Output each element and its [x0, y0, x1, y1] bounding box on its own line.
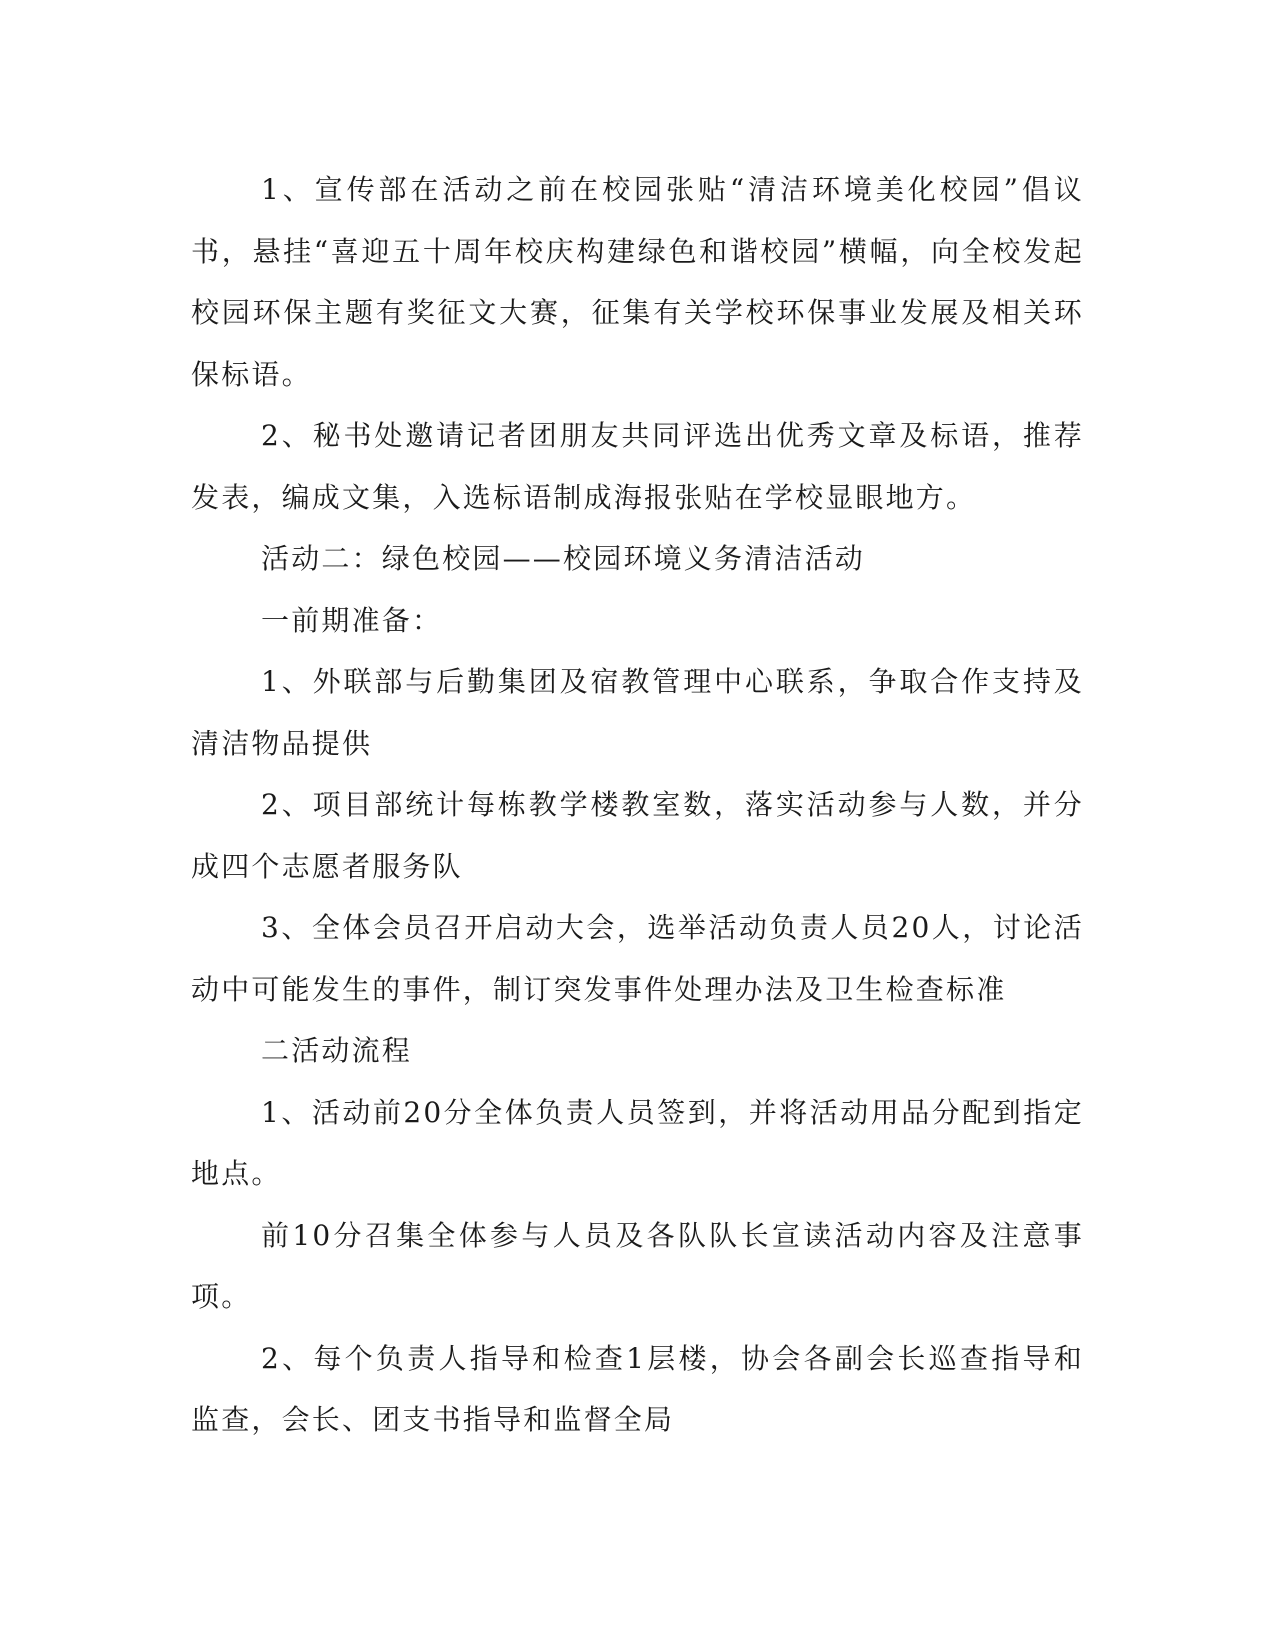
heading-activity-process: 二活动流程	[261, 1034, 413, 1067]
paragraph-project-dept: 2、项目部统计每栋教学楼教室数，落实活动参与人数，并分成四个志愿者服务队	[191, 788, 1084, 883]
paragraph-publicity: 1、宣传部在活动之前在校园张贴“清洁环境美化校园”倡议书，悬挂“喜迎五十周年校庆构建绿色和谐校园”横幅，向全校发起校园环保主题有奖征文大赛，征集有关学校环保事业发展及相关环保标语。	[191, 173, 1084, 391]
paragraph-kickoff-meeting: 3、全体会员召开启动大会，选举活动负责人员20人，讨论活动中可能发生的事件，制订突发事件处理办法及卫生检查标准	[191, 911, 1084, 1006]
heading-activity-two: 活动二：绿色校园——校园环境义务清洁活动	[261, 542, 866, 575]
paragraph-secretariat: 2、秘书处邀请记者团朋友共同评选出优秀文章及标语，推荐发表，编成文集，入选标语制成海报张贴在学校显眼地方。	[191, 419, 1084, 514]
heading-preparation: 一前期准备：	[261, 603, 443, 637]
paragraph-sign-in: 1、活动前20分全体负责人员签到，并将活动用品分配到指定地点。	[191, 1095, 1084, 1190]
paragraph-liaison: 1、外联部与后勤集团及宿教管理中心联系，争取合作支持及清洁物品提供	[191, 665, 1084, 760]
paragraph-supervision: 2、每个负责人指导和检查1层楼，协会各副会长巡查指导和监查，会长、团支书指导和监督全局	[191, 1341, 1084, 1436]
document-body	[191, 159, 1084, 1451]
paragraph-briefing: 前10分召集全体参与人员及各队队长宣读活动内容及注意事项。	[191, 1218, 1084, 1313]
